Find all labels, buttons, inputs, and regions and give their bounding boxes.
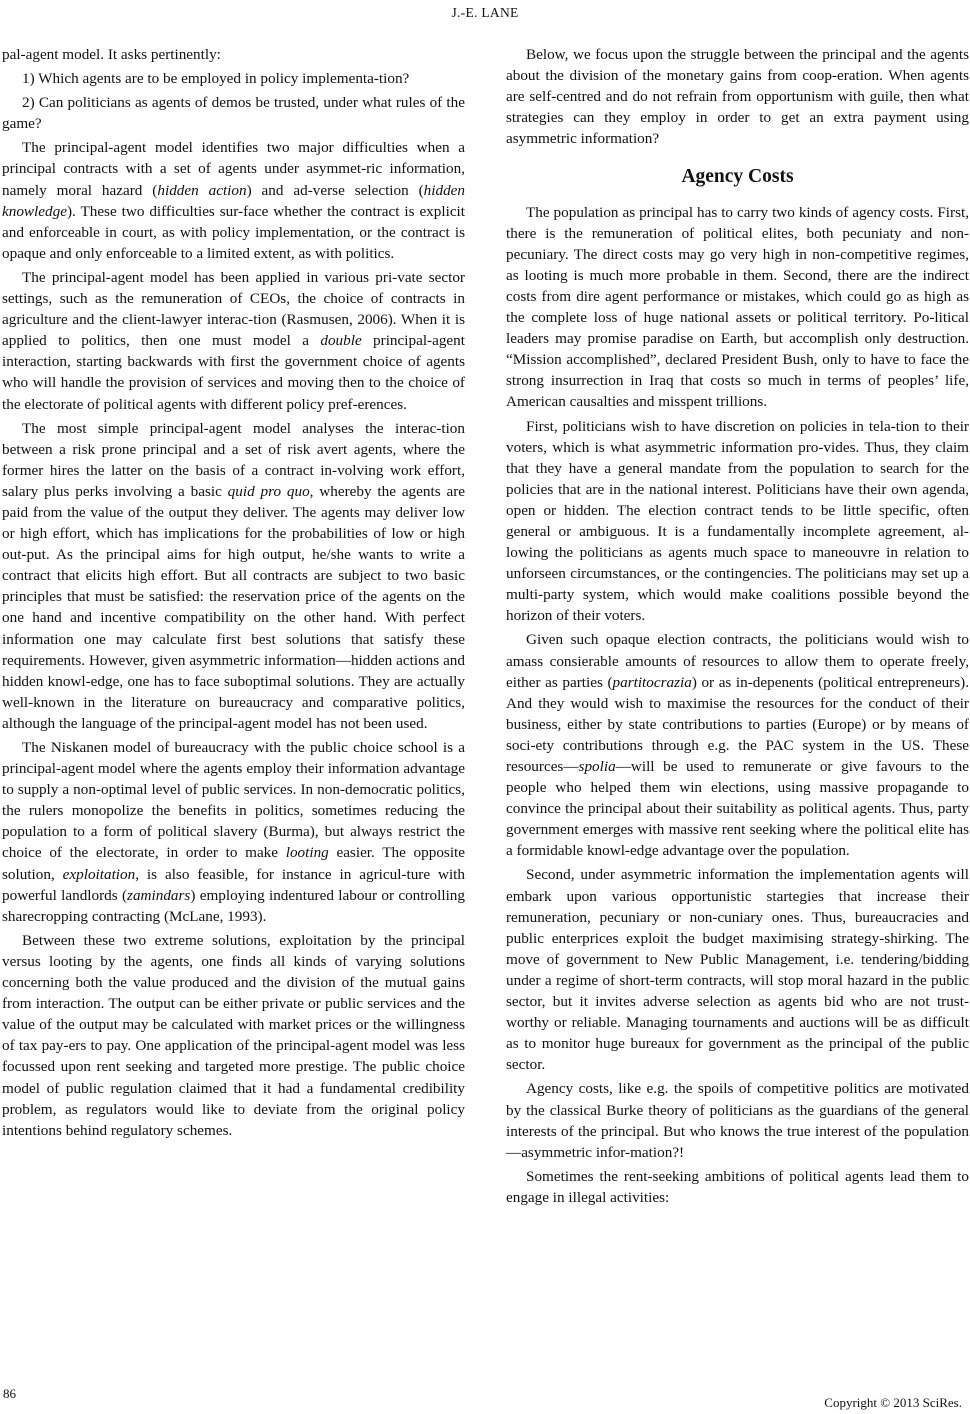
paragraph: The principal-agent model identifies two major difficulties when a principal contracts with a set of agents under asymmet-ric information, namely moral hazard (hidden action) and ad-verse selection (hidden knowledge). These two difficulties sur-face whether the contract is explicit and enforceable in court, as with policy implementation, or the contract is opaque and only enforceable to a limited extent, as with politics. <box>2 139 465 262</box>
paragraph: First, politicians wish to have discretion on policies in tela-tion to their voters, which is what asymmetric information pro-vides. Thus, they claim that they have a general mandate from the population to search for the policies that are in the national interest. Politicians have their own agenda, open or hidden. The election contract tends to be little specific, often general or ambiguous. It is a fundamentally incomplete agreement, al-lowing the politicians as agents much space to maneouvre in relation to unforseen circumstances, or the contingencies. The politicians may set up a multi-party system, which would make coalitions possible beyond the horizon of their voters. <box>506 417 969 625</box>
paragraph: Agency costs, like e.g. the spoils of competitive politics are motivated by the classical Burke theory of politicians as the guardians of the general interests of the principal. But who knows the true interest of the population—asymmetric infor-mation?! <box>506 1080 969 1161</box>
question-1: 1) Which agents are to be employed in policy implementa-tion? <box>22 70 410 88</box>
paragraph: Sometimes the rent-seeking ambitions of political agents lead them to engage in illegal activities: <box>506 1167 969 1206</box>
copyright-notice: Copyright © 2013 SciRes. <box>824 1395 962 1410</box>
paragraph: Between these two extreme solutions, exploitation by the principal versus looting by the agents, one finds all kinds of varying solutions concerning both the value produced and the division of the mutual gains from interaction. The output can be either private or public services and the value of the output may be calculated with market prices or the willingness of tax pay-ers to pay. One application of the principal-agent model was less focussed upon rent seeking and targeted more prestige. The public choice model of public regulation claimed that it had a fundamental credibility problem, as regulators would like to deviate from the original policy intentions behind regulatory schemes. <box>2 931 465 1139</box>
page-number: 86 <box>3 1386 16 1401</box>
question-2: 2) Can politicians as agents of demos be trusted, under what rules of the game? <box>2 94 465 133</box>
paragraph: Second, under asymmetric information the implementation agents will embark upon various opportunistic startegies that increase their remuneration, pecuniary or non-cuniary ones. Thus, bureaucracies and public enterprices exploit the budget maximising strategy-shirking. The move of government to New Public Management, i.e. tendering/bidding under a regime of short-term contracts, will stop moral hazard in the public sector, but it invites adverse selection as agents bid who are not trust-worthy or reliable. Managing tournaments and auctions will be as difficult as to monitor huge bureaux for government as the principal of the public sector. <box>506 866 969 1074</box>
paragraph: The Niskanen model of bureaucracy with the public choice school is a principal-agent model where the agents employ their information advantage to supply a non-optimal level of public services. In non-democratic politics, the rulers monopolize the benefits in politics, sometimes reducing the population to a form of political slavery (Burma), but always restrict the choice of the electorate, in order to make looting easier. The opposite solution, exploitation, is also feasible, for instance in agricul-ture with powerful landlords (zamindars) employing indentured labour or controlling sharecropping contracting (McLane, 1993). <box>2 739 465 925</box>
section-heading: Agency Costs <box>681 166 794 188</box>
paragraph: The principal-agent model has been applied in various pri-vate sector settings, such as the remuneration of CEOs, the choice of contracts in agriculture and the client-lawyer interac-tion (Rasmusen, 2006). When it is applied to politics, then one must model a double principal-agent interaction, starting backwards with first the government choice of agents who will handle the provision of services and moving then to the choice of the electorate of political agents with different policy pref-erences. <box>2 268 465 413</box>
paragraph: The most simple principal-agent model analyses the interac-tion between a risk prone principal and a set of risk avert agents, where the former hires the latter on the basis of a contract in-volving work effort, salary plus perks involving a basic quid pro quo, whereby the agents are paid from the value of the output they deliver. The agents may deliver low or high effort, which has implications for the probabilities of low or high out-put. As the principal aims for high output, he/she wants to write a contract that elicits high effort. But all contracts are subject to two basic principles that must be satisfied: the reservation price of the agents on the one hand and incentive compatibility on the other hand. With perfect information one may calculate first best solutions that satisfy these requirements. However, given asymmetric information—hidden actions and hidden knowl-edge, one has to face suboptimal solutions. They are actually well-known in the literature on bureaucracy and comparative politics, although the language of the principal-agent model has not been used. <box>2 419 465 732</box>
paragraph: Below, we focus upon the struggle between the principal and the agents about the division of the monetary gains from coop-eration. When agents are self-centred and do not refrain from opportunism with guile, then what strategies can they employ in order to get an extra payment using asymmetric information? <box>506 46 969 148</box>
right-column <box>506 44 969 1211</box>
paragraph: Given such opaque election contracts, the politicians would wish to amass consierable amounts of resources to allow them to operate freely, either as parties (partitocrazia) or as in-depenents (political entrepreneurs). And they would wish to maximise the resources for the conduct of their business, either by state contributions to parties (Europe) or by means of soci-ety contributions through e.g. the PAC system in the US. These resources—spolia—will be used to remunerate or give favours to the people who helped them win elections, using massive propagande to convince the principal about their suitability as political agents. Thus, party government emerges with massive rent seeking where the political elite has a formidable knowl-edge advantage over the population. <box>506 631 969 860</box>
paragraph: pal-agent model. It asks pertinently: <box>2 46 221 63</box>
paragraph: The population as principal has to carry two kinds of agency costs. First, there is the remuneration of political elites, both pecuniaty and non-pecuniary. The direct costs may go very high in non-competitive regimes, as looting is much more probable in them. Second, there are the indirect costs from dire agent performance or mistakes, which could go as high as the complete loss of huge national assets or political territory. Po-litical leaders may promise paradise on Earth, but accomplish only destruction. “Mission accomplished”, declared President Bush, only to have to face the strong insurrection in Iraq that costs so much in terms of peoples’ life, American causalties and misspent trillions. <box>506 203 969 411</box>
running-head: J.-E. LANE <box>451 5 519 20</box>
left-column <box>2 44 465 1144</box>
